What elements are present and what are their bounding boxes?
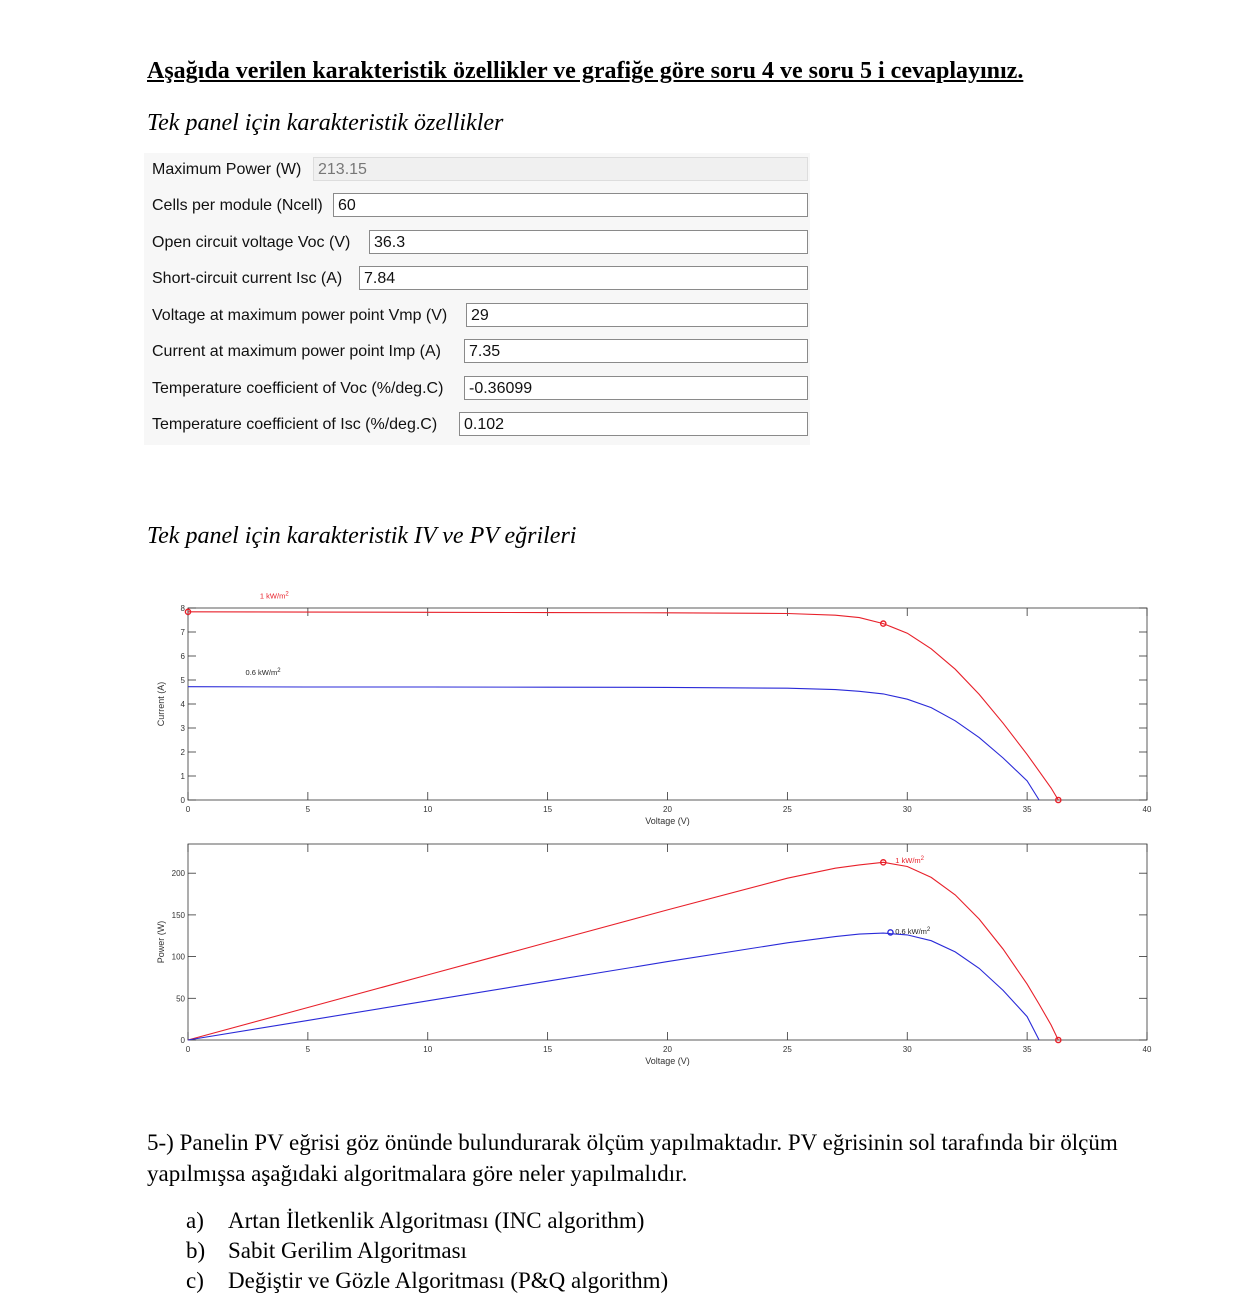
x-tick-label: 25 bbox=[782, 805, 792, 814]
param-row-vmp bbox=[144, 303, 810, 329]
param-label: Temperature coefficient of Isc (%/deg.C) bbox=[152, 416, 438, 433]
series-label bbox=[246, 668, 282, 677]
imp-input[interactable]: 7.35 bbox=[464, 339, 808, 363]
y-tick-label: 7 bbox=[180, 628, 185, 637]
series-label-sup: 2 bbox=[926, 927, 931, 934]
param-row-cells bbox=[144, 193, 810, 219]
param-row-voc bbox=[144, 230, 810, 256]
y-tick-label: 1 bbox=[180, 772, 185, 781]
param-label: Current at maximum power point Imp (A) bbox=[152, 343, 441, 360]
answer-options bbox=[186, 1206, 668, 1296]
series-label-sup: 2 bbox=[277, 668, 281, 675]
question-text: 5-) Panelin PV eğrisi göz önünde bulundurarak ölçüm yapılmaktadır. PV eğrisinin sol tarafında bir ölçüm yapılmışsa aşağıdaki algoritmalara göre neler yapılmalıdır. bbox=[147, 1130, 1118, 1186]
max-power-field: 213.15 bbox=[313, 157, 808, 181]
series-label-text: 1 kW/m bbox=[259, 591, 286, 601]
cells-per-module-input[interactable]: 60 bbox=[333, 193, 808, 217]
x-tick-label: 40 bbox=[1142, 805, 1152, 814]
isc-input[interactable]: 7.84 bbox=[359, 266, 808, 290]
temp-coef-isc-input[interactable]: 0.102 bbox=[459, 412, 808, 436]
param-label: Temperature coefficient of Voc (%/deg.C) bbox=[152, 380, 444, 397]
y-axis-label: Current (A) bbox=[156, 681, 166, 727]
series-label-sup: 2 bbox=[920, 856, 925, 863]
y-tick-label: 5 bbox=[180, 676, 185, 685]
series-label-sup: 2 bbox=[285, 591, 289, 598]
series-label-text: 0.6 kW/m bbox=[895, 927, 927, 937]
option-a bbox=[186, 1206, 668, 1236]
params-subtitle: Tek panel için karakteristik özellikler bbox=[147, 110, 504, 136]
option-letter: b) bbox=[186, 1238, 206, 1263]
y-tick-label: 200 bbox=[171, 869, 185, 879]
y-tick-label: 150 bbox=[171, 910, 185, 920]
x-tick-label: 30 bbox=[902, 805, 912, 814]
option-text: Sabit Gerilim Algoritması bbox=[228, 1238, 467, 1263]
param-row-temp-voc bbox=[144, 376, 810, 402]
y-tick-label: 3 bbox=[180, 724, 185, 733]
vmp-input[interactable]: 29 bbox=[466, 303, 808, 327]
x-tick-label: 40 bbox=[1142, 1045, 1152, 1054]
plot-area bbox=[188, 608, 1147, 800]
x-tick-label: 0 bbox=[185, 1045, 191, 1054]
x-tick-label: 15 bbox=[543, 1045, 553, 1054]
series-label bbox=[260, 591, 289, 600]
iv-chart bbox=[150, 591, 1160, 833]
param-label: Cells per module (Ncell) bbox=[152, 197, 323, 214]
series-label bbox=[895, 927, 931, 936]
pv-chart bbox=[150, 836, 1160, 1072]
x-tick-label: 10 bbox=[423, 1045, 433, 1054]
x-tick-label: 20 bbox=[663, 805, 672, 814]
y-tick-label: 4 bbox=[180, 700, 185, 709]
x-tick-label: 35 bbox=[1022, 805, 1032, 814]
param-row-temp-isc bbox=[144, 412, 810, 438]
temp-coef-voc-input[interactable]: -0.36099 bbox=[464, 376, 808, 400]
voc-input[interactable]: 36.3 bbox=[369, 230, 808, 254]
series-label-text: 1 kW/m bbox=[895, 856, 921, 866]
param-row-isc bbox=[144, 266, 810, 292]
option-letter: a) bbox=[186, 1208, 204, 1233]
param-label: Short-circuit current Isc (A) bbox=[152, 270, 343, 287]
option-letter: c) bbox=[186, 1268, 204, 1293]
x-tick-label: 25 bbox=[782, 1045, 792, 1054]
x-axis-label: Voltage (V) bbox=[645, 816, 690, 826]
x-tick-label: 15 bbox=[543, 805, 553, 814]
x-tick-label: 5 bbox=[305, 1045, 311, 1054]
parameter-panel bbox=[144, 153, 810, 445]
option-text: Değiştir ve Gözle Algoritması (P&Q algorithm) bbox=[228, 1268, 669, 1293]
series-label bbox=[895, 856, 924, 865]
option-c bbox=[186, 1266, 668, 1296]
param-row-max-power bbox=[144, 157, 810, 183]
x-axis-label: Voltage (V) bbox=[645, 1056, 690, 1066]
series-label-text: 0.6 kW/m bbox=[245, 668, 278, 678]
param-label: Voltage at maximum power point Vmp (V) bbox=[152, 307, 448, 324]
option-b bbox=[186, 1236, 668, 1266]
plot-area bbox=[188, 844, 1147, 1040]
y-tick-label: 8 bbox=[180, 604, 185, 613]
x-tick-label: 5 bbox=[305, 805, 311, 814]
y-tick-label: 100 bbox=[171, 952, 185, 962]
curves-subtitle: Tek panel için karakteristik IV ve PV eğrileri bbox=[147, 523, 577, 549]
x-tick-label: 30 bbox=[902, 1045, 912, 1054]
x-tick-label: 35 bbox=[1022, 1045, 1032, 1054]
x-tick-label: 20 bbox=[663, 1045, 672, 1054]
y-tick-label: 50 bbox=[176, 994, 185, 1004]
param-label: Maximum Power (W) bbox=[152, 161, 302, 178]
option-text: Artan İletkenlik Algoritması (INC algorithm) bbox=[228, 1208, 645, 1233]
page-heading: Aşağıda verilen karakteristik özellikler ve grafiğe göre soru 4 ve soru 5 i cevaplayınız. bbox=[147, 58, 1024, 84]
param-label: Open circuit voltage Voc (V) bbox=[152, 234, 351, 251]
x-tick-label: 0 bbox=[185, 805, 191, 814]
y-tick-label: 6 bbox=[180, 652, 185, 661]
y-tick-label: 2 bbox=[180, 748, 185, 757]
x-tick-label: 10 bbox=[423, 805, 433, 814]
y-tick-label: 0 bbox=[180, 796, 185, 805]
y-tick-label: 0 bbox=[180, 1036, 185, 1045]
y-axis-label: Power (W) bbox=[156, 920, 166, 964]
param-row-imp bbox=[144, 339, 810, 365]
